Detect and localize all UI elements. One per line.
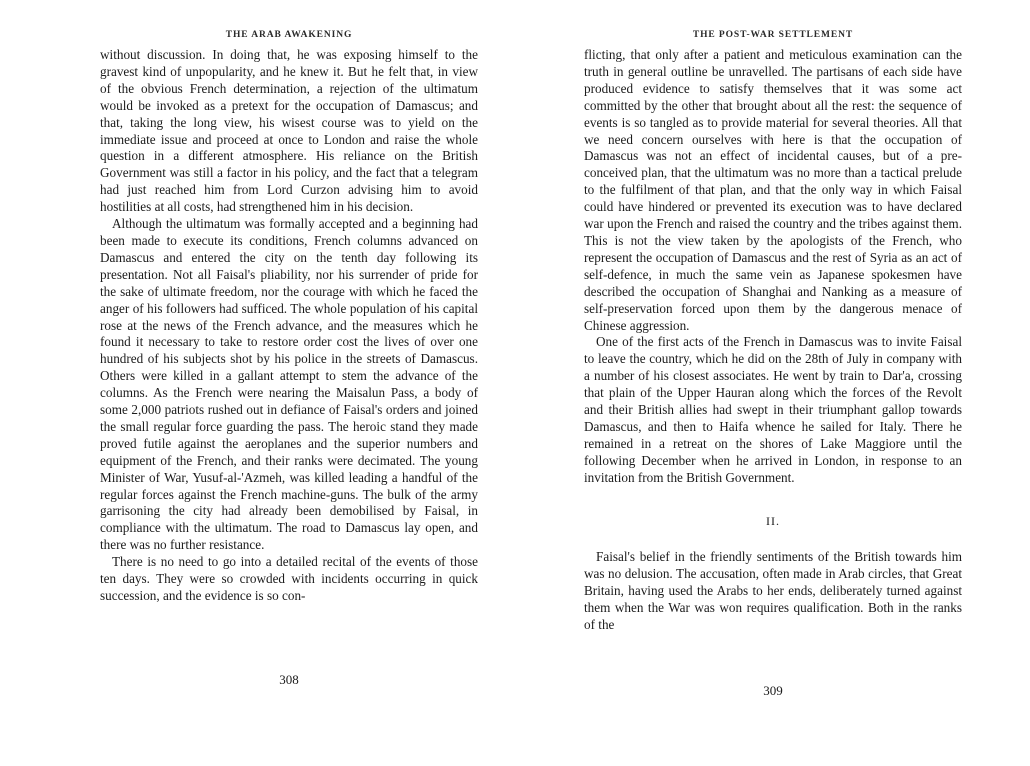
section-number: II. [766,513,780,528]
right-page [584,0,962,766]
paragraph: Although the ultimatum was formally accepted and a beginning had been made to execute its conditions, French columns advanced on Damascus and entered the city on the tenth day following its presentation. Not all Faisal's pliability, nor his surrender of pride for the sake of ultimate freedom, nor the courage with which he faced the anger of his followers had sufficed. The whole population of his capital rose at the news of the French advance, and the measures which he found it necessary to take to restore order cost the lives of over one hundred of his subjects shot by his police in the streets of Damascus. Others were killed in a gallant attempt to stem the advance of the columns. As the French were nearing the Maisalun Pass, a body of some 2,000 patriots rushed out in defiance of Faisal's orders and joined the small regular force guarding the pass. The heroic stand they made proved futile against the aeroplanes and the superior numbers and equipment of the French, and their ranks were decimated. The young Minister of War, Yusuf-al-'Azmeh, was killed leading a handful of the regular forces against the French machine-guns. The bulk of the army garrisoning the city had already been demobilised by Faisal, in compliance with the ultimatum. The road to Damascus lay open, and there was no further resistance. [100,216,478,553]
page-number: 308 [279,672,299,687]
left-page [100,0,478,766]
paragraph: without discussion. In doing that, he was exposing himself to the gravest kind of unpopularity, and he knew it. But he felt that, in view of the obvious French determination, a rejection of the ultimatum would be invoked as a pretext for the occupation of Damascus; and that, taking the long view, his wisest course was to yield on the immediate issue and proceed at once to London and raise the whole question in a different atmosphere. His reliance on the British Government was still a factor in his policy, and the fact that a telegram had just reached him from Lord Curzon advising him to avoid hostilities at all costs, had strengthened him in his decision. [100,47,478,215]
paragraph: One of the first acts of the French in Damascus was to invite Faisal to leave the country, which he did on the 28th of July in company with a number of his closest associates. He went by train to Dar'a, crossing that plain of the Upper Hauran along which the forces of the Revolt and their British allies had swept in their triumphant gallop towards Damascus, and then to Haifa whence he sailed for Italy. There he remained in a retreat on the shores of Lake Maggiore until the following December when he arrived in London, in response to an invitation from the British Government. [584,334,962,485]
body-text [100,47,478,605]
paragraph: There is no need to go into a detailed recital of the events of those ten days. They were so crowded with incidents occurring in quick succession, and the evidence is so con- [100,554,478,603]
page-number: 309 [763,683,783,698]
paragraph: flicting, that only after a patient and meticulous examination can the truth in general outline be unravelled. The partisans of each side have produced evidence to satisfy themselves that it was some act committed by the other that brought about all the rest: the sequence of events is so tangled as to provide material for several theories. All that we need concern ourselves with here is that the occupation of Damascus was not an effect of incidental causes, but of a pre-conceived plan, that the ultimatum was no more than a tactical prelude to the fulfilment of that plan, and that the only way in which Faisal could have hindered or prevented its execution was to have declared war upon the French and raised the country and the tribes against them. This is not the view taken by the apologists of the French, who represent the occupation of Damascus and the rest of Syria as an act of self-defence, in much the same vein as Japanese spokesmen have described the occupation of Shanghai and Nanking as a measure of self-preservation forced upon them by the dangerous menace of Chinese aggression. [584,47,962,333]
body-text [584,47,962,634]
running-head: THE POST-WAR SETTLEMENT [692,30,854,40]
paragraph: Faisal's belief in the friendly sentiments of the British towards him was no delusion. The accusation, often made in Arab circles, that Great Britain, having used the Arabs to her ends, deliberately turned against them when the War was won requires qualification. Both in the ranks of the [584,549,962,633]
running-head: THE ARAB AWAKENING [225,30,353,40]
